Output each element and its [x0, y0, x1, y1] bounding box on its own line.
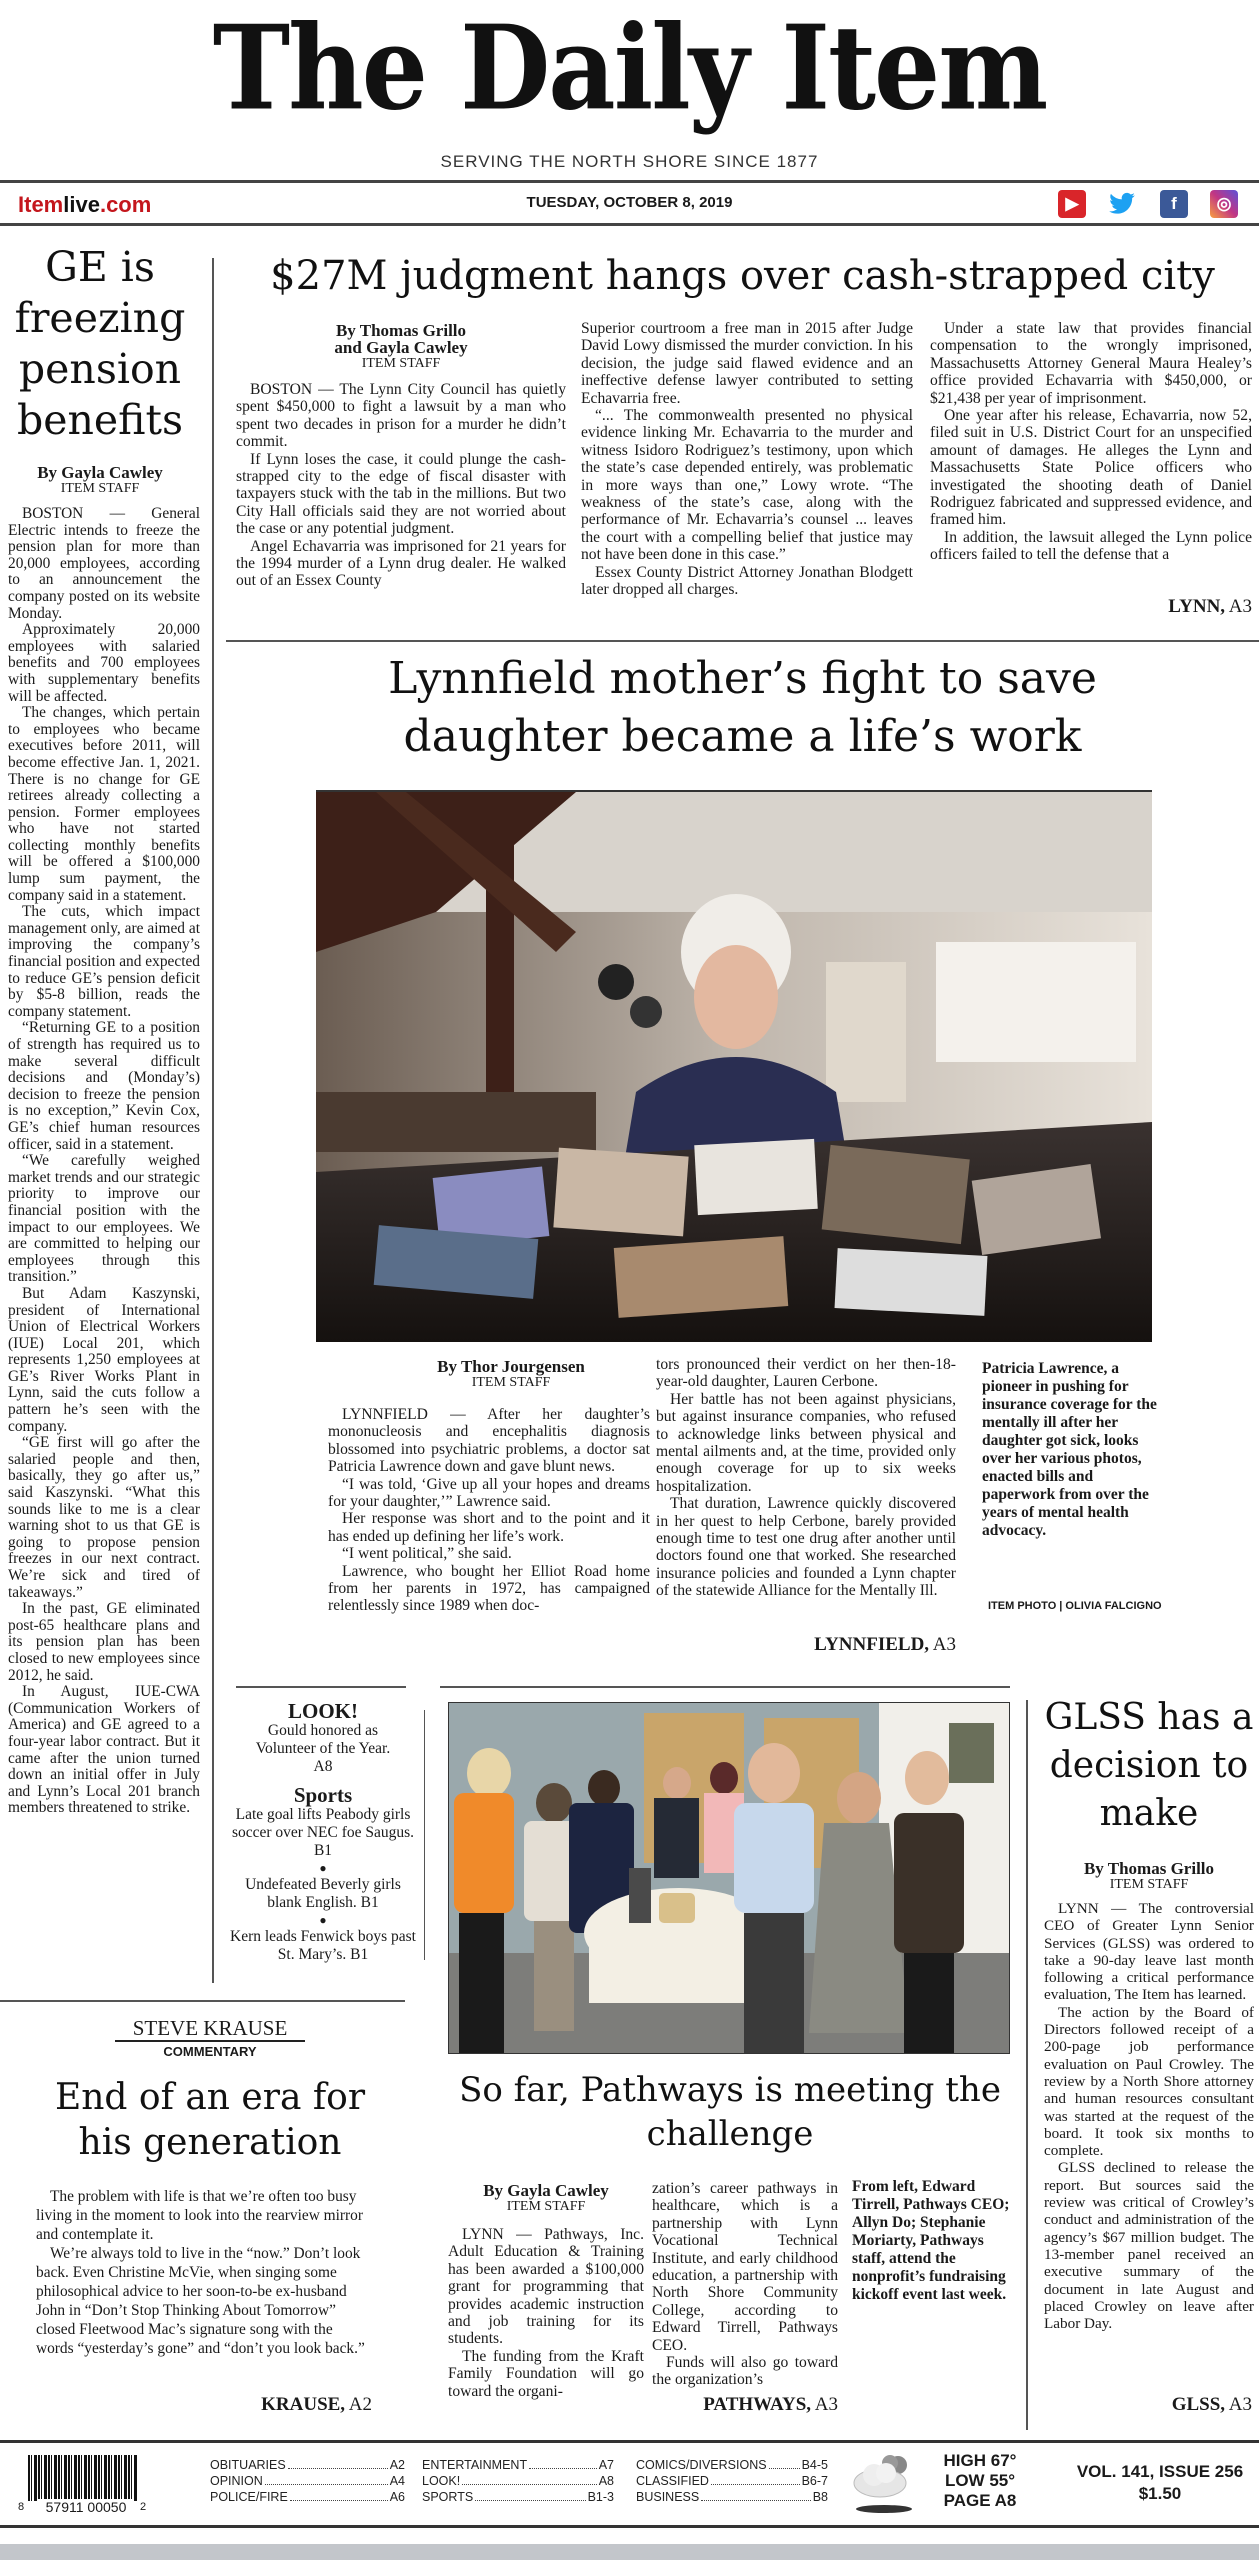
index-label: BUSINESS: [636, 2490, 700, 2504]
lynnfield-byline-block: [376, 1358, 646, 1390]
index-item[interactable]: [210, 2489, 405, 2505]
cloudy-icon: [852, 2451, 916, 2517]
lynnfield-paragraph: That duration, Lawrence quickly discovered in her quest to help Cerbone, barely provided enough time to test one drug after another until doctors found one that worked. She researched insurance policies and founded a Lynn chapter of the statewide Alliance for the Mentally Ill.: [656, 1495, 956, 1600]
lynnfield-paragraph: “I went political,” she said.: [342, 1545, 512, 1563]
barcode: [28, 2455, 138, 2501]
lead-paragraph: One year after his release, Echavarria, now 52, filed suit in U.S. District Court for an unspecified amount of damages. He alleges the Lynn and Massachusetts State Police officers who investigated the shooting death of Daniel Rodriguez fabricated and suppressed evidence, and framed him.: [930, 407, 1252, 529]
lead-col-1: [236, 322, 566, 590]
jump-page: A3: [932, 1634, 956, 1655]
krause-column: [0, 2016, 420, 2358]
index-label: CLASSIFIED: [636, 2474, 709, 2488]
column-divider: [1026, 1700, 1028, 2430]
glss-story: [1044, 1694, 1254, 2332]
jump-page: A3: [1228, 596, 1252, 617]
index-item[interactable]: [210, 2473, 405, 2489]
columnist-name: STEVE KRAUSE: [115, 2016, 306, 2042]
krause-jump[interactable]: [200, 2394, 372, 2416]
index-item[interactable]: [636, 2457, 828, 2473]
ge-paragraph: In the past, GE eliminated post-65 healthcare plans and its pension plan has been closed to new employees since 2012, he said.: [8, 1600, 200, 1684]
ge-paragraph: Approximately 20,000 employees with salaried benefits and 700 employees with supplementary benefits will be affected.: [8, 621, 200, 705]
weather-high: HIGH 67°: [943, 2451, 1017, 2470]
index-page: A6: [389, 2490, 405, 2504]
lead-byline-2: and Gayla Cawley: [334, 338, 468, 357]
volume-issue: VOL. 141, ISSUE 256: [1076, 2462, 1244, 2481]
glss-paragraph: The action by the Board of Directors followed receipt of a 200-page job performance evaluation on Paul Crowley. The review by a North Shore attorney and human resources consultant was started at the request of the board. It took six months to complete.: [1044, 2003, 1254, 2160]
ge-paragraph: The changes, which pertain to employees who became executives before 2011, will become effective Jan. 1, 2021. There is no change for GE retirees already collecting a pension. Former employees who have not started collecting monthly benefits will be offered a $100,000 lump sum payment, the company said in a statement.: [8, 704, 200, 904]
pathways-paragraph: LYNN — Pathways, Inc. Adult Education & Training has been awarded a $100,000 grant for programming that provides academic instruction and job training for its students.: [448, 2226, 644, 2348]
index-label: OPINION: [210, 2474, 263, 2488]
site-link-item: Item: [18, 192, 64, 217]
lynnfield-staff: ITEM STAFF: [471, 1375, 551, 1390]
masthead: [0, 0, 1259, 180]
krause-paragraph: The problem with life is that we’re often too busy living in the moment to look into the rearview mirror and contemplate it.: [36, 2188, 363, 2243]
tagline: SERVING THE NORTH SHORE SINCE 1877: [440, 152, 819, 171]
jump-label: GLSS,: [1171, 2394, 1226, 2415]
index-page: A8: [598, 2474, 614, 2488]
lead-paragraph: Under a state law that provides financial compensation to the wrongly imprisoned, Massachusetts Attorney General Maura Healey’s office provided Echavarria with $450,000, or $21,438 per year of imprisonment.: [930, 320, 1252, 407]
index-item[interactable]: [636, 2489, 828, 2505]
pathways-byline: By Gayla Cawley: [483, 2181, 609, 2200]
lynnfield-paragraph: tors pronounced their verdict on her then-18-year-old daughter, Lauren Cerbone.: [656, 1356, 956, 1391]
glss-headline[interactable]: GLSS has a decision to make: [1044, 1697, 1254, 1834]
lynnfield-jump[interactable]: [700, 1634, 956, 1656]
ge-paragraph: “Returning GE to a position of strength has required us to make several difficult decisions and (Monday’s) decision to freeze the pension is no exception,” Kevin Cox, GE’s chief human resources officer, said in a statement.: [8, 1019, 200, 1153]
section-divider: [226, 640, 1259, 642]
ge-story: [0, 242, 200, 1817]
issue-date: TUESDAY, OCTOBER 8, 2019: [526, 194, 733, 211]
commentary-kicker: COMMENTARY: [163, 2044, 257, 2059]
section-divider: [0, 2000, 405, 2002]
index-label: OBITUARIES: [210, 2458, 286, 2472]
twitter-icon[interactable]: [1108, 190, 1136, 218]
index-page: B4-5: [801, 2458, 828, 2472]
index-label: ENTERTAINMENT: [422, 2458, 528, 2472]
index-item[interactable]: [422, 2457, 614, 2473]
ge-byline: By Gayla Cawley: [37, 463, 163, 482]
lead-col-2: [581, 320, 913, 599]
ge-body: [0, 506, 200, 1817]
lead-headline[interactable]: $27M judgment hangs over cash-strapped city: [270, 253, 1215, 299]
index-item[interactable]: [422, 2473, 614, 2489]
krause-body: [36, 2187, 370, 2358]
footer-bar: [0, 2440, 1259, 2528]
sports-title: Sports: [293, 1783, 353, 1807]
index-col-3: [636, 2457, 828, 2505]
pathways-paragraph: zation’s career pathways in healthcare, which is a partnership with Lynn Vocational Technical Institute, and early childhood education, a partnership with North Shore Community College, according to Edward Tirrell, Pathways CEO.: [652, 2180, 838, 2354]
ge-paragraph: BOSTON — General Electric intends to freeze the pension plan for more than 20,000 employees, according to an announcement the company posted on its website Monday.: [8, 505, 200, 622]
glss-body: [1044, 1900, 1254, 2332]
lead-paragraph: Essex County District Attorney Jonathan Blodgett later dropped all charges.: [581, 563, 913, 599]
pathways-staff: ITEM STAFF: [506, 2199, 586, 2214]
glss-staff: ITEM STAFF: [1109, 1877, 1189, 1892]
index-label: SPORTS: [422, 2490, 474, 2504]
lynnfield-paragraph: Her response was short and to the point and it has ended up defining her life’s work.: [328, 1510, 650, 1545]
sports-teaser[interactable]: Late goal lifts Peabody girls soccer over NEC foe Saugus. B1: [231, 1806, 415, 1859]
site-link-live: live: [63, 192, 100, 217]
glss-jump[interactable]: [1044, 2394, 1252, 2416]
facebook-icon[interactable]: f: [1160, 190, 1188, 218]
lead-paragraph: Angel Echavarria was imprisoned for 21 years for the 1994 murder of a Lynn drug dealer. He walked out of an Essex County: [236, 537, 566, 590]
index-item[interactable]: [210, 2457, 405, 2473]
lynnfield-col-2: [656, 1356, 956, 1600]
price: $1.50: [1138, 2484, 1182, 2503]
lynnfield-headline-line: daughter became a life’s work: [403, 711, 1082, 762]
barcode-prefix: 8: [18, 2501, 25, 2513]
weather-page: PAGE A8: [943, 2491, 1017, 2510]
jump-label: LYNN,: [1168, 596, 1226, 617]
bullet-icon: ●: [319, 1913, 327, 1927]
jump-page: A3: [814, 2394, 838, 2415]
index-label: LOOK!: [422, 2474, 461, 2488]
pathways-photo[interactable]: [448, 1702, 1010, 2054]
index-page: A2: [389, 2458, 405, 2472]
ge-paragraph: But Adam Kaszynski, president of International Union of Electrical Workers (IUE) Local 201, which represents 1,250 employees at GE’s River Works Plant in Lynn, said the cuts follow a pattern he’s seen with the company.: [8, 1284, 200, 1435]
pathways-byline-block: [448, 2182, 644, 2214]
photo-credit: ITEM PHOTO | OLIVIA FALCIGNO: [988, 1600, 1162, 1612]
lynnfield-paragraph: “I was told, ‘Give up all your hopes and dreams for your daughter,’” Lawrence said.: [328, 1475, 650, 1511]
newspaper-logo: The Daily Item: [212, 0, 1047, 137]
lynnfield-headline[interactable]: [226, 650, 1259, 766]
index-item[interactable]: [422, 2489, 614, 2505]
lead-paragraph: “... The commonwealth presented no physical evidence linking Mr. Echavarria to the murder and witness Isidoro Rodriguez’s testimony, upon which the state’s case depended entirely, was problematic in more ways than one,” Lowy wrote. “The weakness of the state’s case, along with the performance of Mr. Echavarria’s counsel ... leaves the court with a compelling belief that justice may not have been done in this case.”: [581, 407, 913, 564]
krause-headline[interactable]: End of an era for his generation: [54, 2077, 366, 2163]
section-divider: [236, 1686, 406, 1688]
glss-byline: By Thomas Grillo: [1083, 1859, 1215, 1878]
lead-col-3: [930, 320, 1252, 564]
pathways-col-1: [448, 2226, 644, 2400]
pathways-paragraph: Funds will also go toward the organization’s: [652, 2354, 838, 2389]
sports-teaser[interactable]: Undefeated Beverly girls blank English. B1: [245, 1876, 401, 1911]
lead-paragraph: BOSTON — The Lynn City Council has quietly spent $450,000 to fight a lawsuit by a man who spent two decades in prison for a murder he didn’t commit.: [236, 381, 566, 451]
index-col-2: [422, 2457, 614, 2505]
index-page: B1-3: [587, 2490, 614, 2504]
pathways-headline[interactable]: So far, Pathways is meeting the challenge: [459, 2070, 1001, 2154]
lynnfield-byline: By Thor Jourgensen: [437, 1357, 585, 1376]
index-page: B8: [812, 2490, 828, 2504]
lynnfield-photo[interactable]: [316, 790, 1152, 1342]
ge-staff: ITEM STAFF: [60, 481, 140, 496]
ge-paragraph: “We carefully weighed market trends and our strategic priority to improve our financial position with the impact to our employees. We are committed to helping our employees through this transition.”: [8, 1152, 200, 1286]
index-page: A7: [598, 2458, 614, 2472]
lynnfield-caption: Patricia Lawrence, a pioneer in pushing for insurance coverage for the mentally ill after her daughter got sick, looks over her various photos, enacted bills and paperwork from over the years of mental health advocacy.: [982, 1360, 1157, 1539]
index-page: A4: [389, 2474, 405, 2488]
index-page: B6-7: [801, 2474, 828, 2488]
section-divider: [440, 1686, 1010, 1688]
barcode-number: 57911 00050: [38, 2499, 134, 2515]
lead-jump[interactable]: [1000, 596, 1252, 618]
weather-low: LOW 55°: [944, 2471, 1016, 2490]
krause-paragraph: We’re always told to live in the “now.” Don’t look back. Even Christine McVie, when singing some philosophical advice to her soon-to-be ex-husband John in “Don’t Stop Thinking About Tomorrow” closed Fleetwood Mac’s signature song with the words “yesterday’s gone” and “don’t you look back.”: [36, 2245, 365, 2357]
ge-paragraph: The cuts, which impact management only, are aimed at improving the company’s financial position and expected to reduce GE’s pension deficit by $5-8 billion, reads the company statement.: [8, 903, 200, 1020]
jump-label: LYNNFIELD,: [814, 1634, 930, 1655]
lead-staff: ITEM STAFF: [361, 356, 441, 371]
ge-paragraph: “GE first will go after the salaried people and then, basically, they go after us,” said Kaszynski. “What this sounds like to me is a clear warning shot to us that GE is going to propose pension freezes in our next contract. We’re sick and tired of takeaways.”: [8, 1434, 200, 1601]
jump-label: PATHWAYS,: [703, 2394, 812, 2415]
site-link-tld: .com: [99, 192, 152, 217]
column-divider: [212, 258, 214, 1983]
weather-summary[interactable]: [930, 2451, 1030, 2511]
glss-paragraph: LYNN — The controversial CEO of Greater Lynn Senior Services (GLSS) was ordered to take a 90-day leave last month following a critical performance evaluation, The Item has learned.: [1044, 1900, 1254, 2004]
lynnfield-paragraph: Her battle has not been against physicians, but against insurance companies, who refused to acknowledge links between physical and mental ailments and, at the time, provided only enough coverage for up to six weeks hospitalization.: [656, 1390, 956, 1495]
lead-body-1: [236, 381, 566, 590]
bullet-icon: ●: [319, 1861, 327, 1875]
glss-paragraph: GLSS declined to release the report. But sources said the review was critical of Crowley’s conduct and administration of the agency’s $67 million budget. The 13-member panel received an executive summary of the document in late August and placed Crowley on leave after Labor Day.: [1044, 2159, 1254, 2333]
ge-headline[interactable]: GE is freezing pension benefits: [14, 243, 186, 444]
lynnfield-col-1: [328, 1406, 650, 1615]
lead-paragraph: If Lynn loses the case, it could plunge the cash-strapped city to the edge of fiscal disaster with taxpayers stuck with the tab in the millions. But two City Hall officials said they are not worried about the case or any potential judgment.: [236, 450, 566, 538]
lynnfield-headline-line: Lynnfield mother’s fight to save: [388, 653, 1097, 704]
teasers: [228, 1700, 418, 1964]
lead-paragraph: Superior courtroom a free man in 2015 after Judge David Lowy dismissed the murder conviction. In his decision, the judge said flawed evidence and an ineffective defense lawyer contributed to setting Echavarria free.: [581, 320, 913, 407]
instagram-icon[interactable]: ◎: [1210, 190, 1238, 218]
barcode-suffix: 2: [140, 2501, 147, 2513]
index-label: COMICS/DIVERSIONS: [636, 2458, 767, 2472]
lynnfield-paragraph: Lawrence, who bought her Elliot Road home from her parents in 1972, has campaigned relentlessly since 1989 when doc-: [328, 1562, 650, 1615]
jump-label: KRAUSE,: [261, 2394, 346, 2415]
index-item[interactable]: [636, 2473, 828, 2489]
look-teaser[interactable]: Gould honored as Volunteer of the Year. A8: [255, 1722, 391, 1775]
look-title: LOOK!: [287, 1699, 358, 1723]
lead-byline-1: By Thomas Grillo: [335, 321, 467, 340]
ge-paragraph: In August, IUE-CWA (Communication Workers of America) and GE agreed to a four-year labor contract. But it came after the union turned down an initial offer in July and Lynn’s Local 201 branch members threatened to strike.: [8, 1683, 200, 1817]
jump-page: A2: [348, 2394, 372, 2415]
sports-teaser[interactable]: Kern leads Fenwick boys past St. Mary’s. B1: [230, 1928, 416, 1963]
pathways-col-2: [652, 2180, 838, 2389]
index-label: POLICE/FIRE: [210, 2490, 288, 2504]
lynnfield-paragraph: LYNNFIELD — After her daughter’s mononucleosis and encephalitis diagnosis blossomed into psychiatric problems, a doctor sat Patricia Lawrence down and gave blunt news.: [328, 1406, 650, 1476]
pathways-caption: From left, Edward Tirrell, Pathways CEO; Allyn Do; Stephanie Moriarty, Pathways staff, attend the nonprofit’s fundraising kickoff event last week.: [852, 2178, 1010, 2303]
column-divider: [424, 1710, 425, 1960]
pathways-jump[interactable]: [652, 2394, 838, 2416]
date-bar: [0, 180, 1259, 226]
page-bottom-strip: [0, 2544, 1259, 2560]
youtube-icon[interactable]: ▶: [1058, 190, 1086, 218]
index-col-1: [210, 2457, 405, 2505]
lead-paragraph: In addition, the lawsuit alleged the Lynn police officers failed to tell the defense that a: [930, 528, 1252, 564]
jump-page: A3: [1228, 2394, 1252, 2415]
pathways-paragraph: The funding from the Kraft Family Foundation will go toward the organi-: [448, 2347, 644, 2400]
issue-info: [1070, 2461, 1250, 2505]
